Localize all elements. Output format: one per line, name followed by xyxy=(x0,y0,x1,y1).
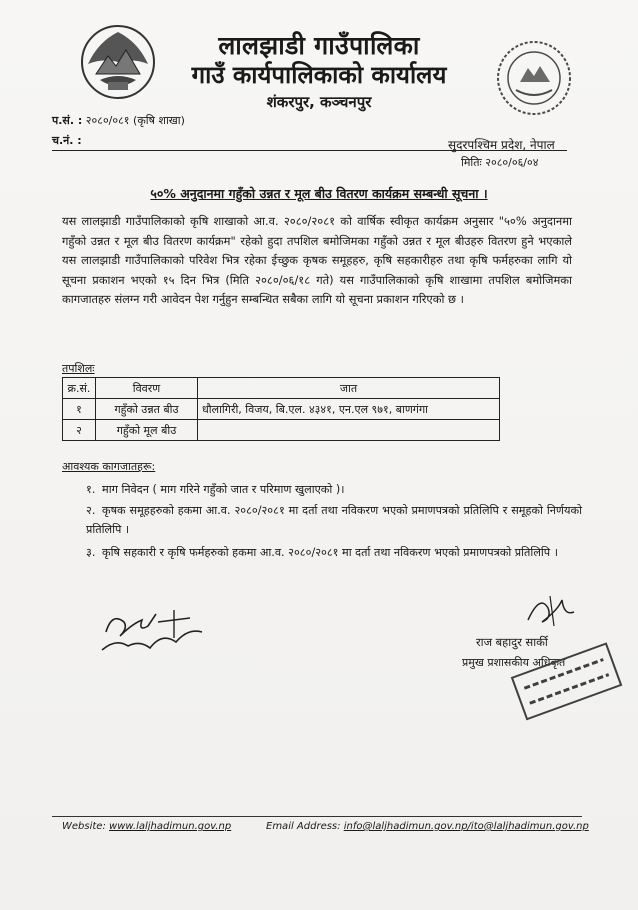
footer-divider xyxy=(52,816,582,817)
table-row xyxy=(63,420,500,441)
handwritten-signature-icon xyxy=(98,602,208,658)
table-cell: गहुँको मूल बीउ xyxy=(96,420,198,441)
reference-number: प.सं. : २०८०/०८१ (कृषि शाखा) xyxy=(52,114,185,127)
signatory-name: राज बहादुर सार्की xyxy=(476,635,548,649)
requirement-item: १. माग निवेदन ( माग गरिने गहुँको जात र परिमाण खुलाएको )। xyxy=(86,483,345,496)
details-table xyxy=(62,377,500,441)
office-name: गाउँ कार्यपालिकाको कार्यालय xyxy=(191,61,447,89)
column-header: जात xyxy=(198,378,500,399)
table-cell xyxy=(198,420,500,441)
notice-body: यस लालझाडी गाउँपालिकाको कृषि शाखाको आ.व. २०८०/२०८१ को वार्षिक स्वीकृत कार्यक्रम अनुसार "५०% अनुदानमा गहुँको उन्नत र मूल बीउ वितरण कार्यक्रम" रहेको हुदा तपशिल बमोजिमका गहुँको उन्नत र मूल बीउहरु वितरण हुने भएकाले यस लालझाडी गाउँपालिकाको परिवेश भित्र रहेका ईच्छुक कृषक समूहहरु, कृषि सहकारीहरु तथा कृषि फर्महरुका लागि यो सूचना प्रकाशन भएको १५ दिन भित्र (मिति २०८०/०६/१८ गते) यस गाउँपालिकाको कृषि शाखामा तपशिल बमोजिमका कागजातहरु संलग्न गरी आवेदन पेश गर्नुहुन सम्बन्धित सबैका लागि यो सूचना प्रकाशन गरिएको छ । xyxy=(62,214,572,307)
table-cell: गहुँको उन्नत बीउ xyxy=(96,399,198,420)
table-cell: धौलागिरी, विजय, बि.एल. ४३४१, एन.एल ९७१, बाणगंगा xyxy=(198,399,500,420)
table-cell: २ xyxy=(63,420,96,441)
table-cell: १ xyxy=(63,399,96,420)
designation-stamp-icon xyxy=(505,640,625,726)
requirement-item: ३. कृषि सहकारी र कृषि फर्महरुको हकमा आ.व. २०८०/२०८१ मा दर्ता तथा नविकरण भएको प्रमाणपत्रको प्रतिलिपि । xyxy=(86,546,558,559)
notice-subject: ५०% अनुदानमा गहुँको उन्नत र मूल बीउ वितरण कार्यक्रम सम्बन्धी सूचना । xyxy=(150,186,488,201)
office-stamp-icon xyxy=(494,38,574,118)
requirements-label: आवश्यक कागजातहरू: xyxy=(62,460,156,473)
column-header: विवरण xyxy=(96,378,198,399)
column-header: क्र.सं. xyxy=(63,378,96,399)
footer-website: Website: www.laljhadimun.gov.np xyxy=(62,821,232,832)
municipality-name: लालझाडी गाउँपालिका xyxy=(218,31,420,60)
email-link[interactable]: info@laljhadimun.gov.np/ito@laljhadimun.gov.np xyxy=(343,821,589,832)
header-divider xyxy=(52,150,567,151)
footer-email: Email Address: info@laljhadimun.gov.np/ito@laljhadimun.gov.np xyxy=(266,821,589,832)
notice-date: मितिः २०८०/०६/०४ xyxy=(461,156,539,169)
signatory-designation: प्रमुख प्रशासकीय अधिकृत xyxy=(462,656,566,669)
province-name: सुदरपश्चिम प्रदेश, नेपाल xyxy=(448,138,555,152)
website-link[interactable]: www.laljhadimun.gov.np xyxy=(109,821,232,832)
office-address: शंकरपुर, कञ्चनपुर xyxy=(266,93,372,111)
requirement-item: २. कृषक समूहहरुको हकमा आ.व. २०८०/२०८१ मा दर्ता तथा नविकरण भएको प्रमाणपत्रको प्रतिलिपि र समूहको निर्णयको प्रतिलिपि । xyxy=(86,504,582,536)
details-label: तपशिलः xyxy=(62,362,95,375)
table-row xyxy=(63,399,500,420)
officer-signature-icon xyxy=(522,590,582,628)
dispatch-number-label: च.नं. : xyxy=(52,134,82,147)
table-header-row xyxy=(63,378,500,399)
